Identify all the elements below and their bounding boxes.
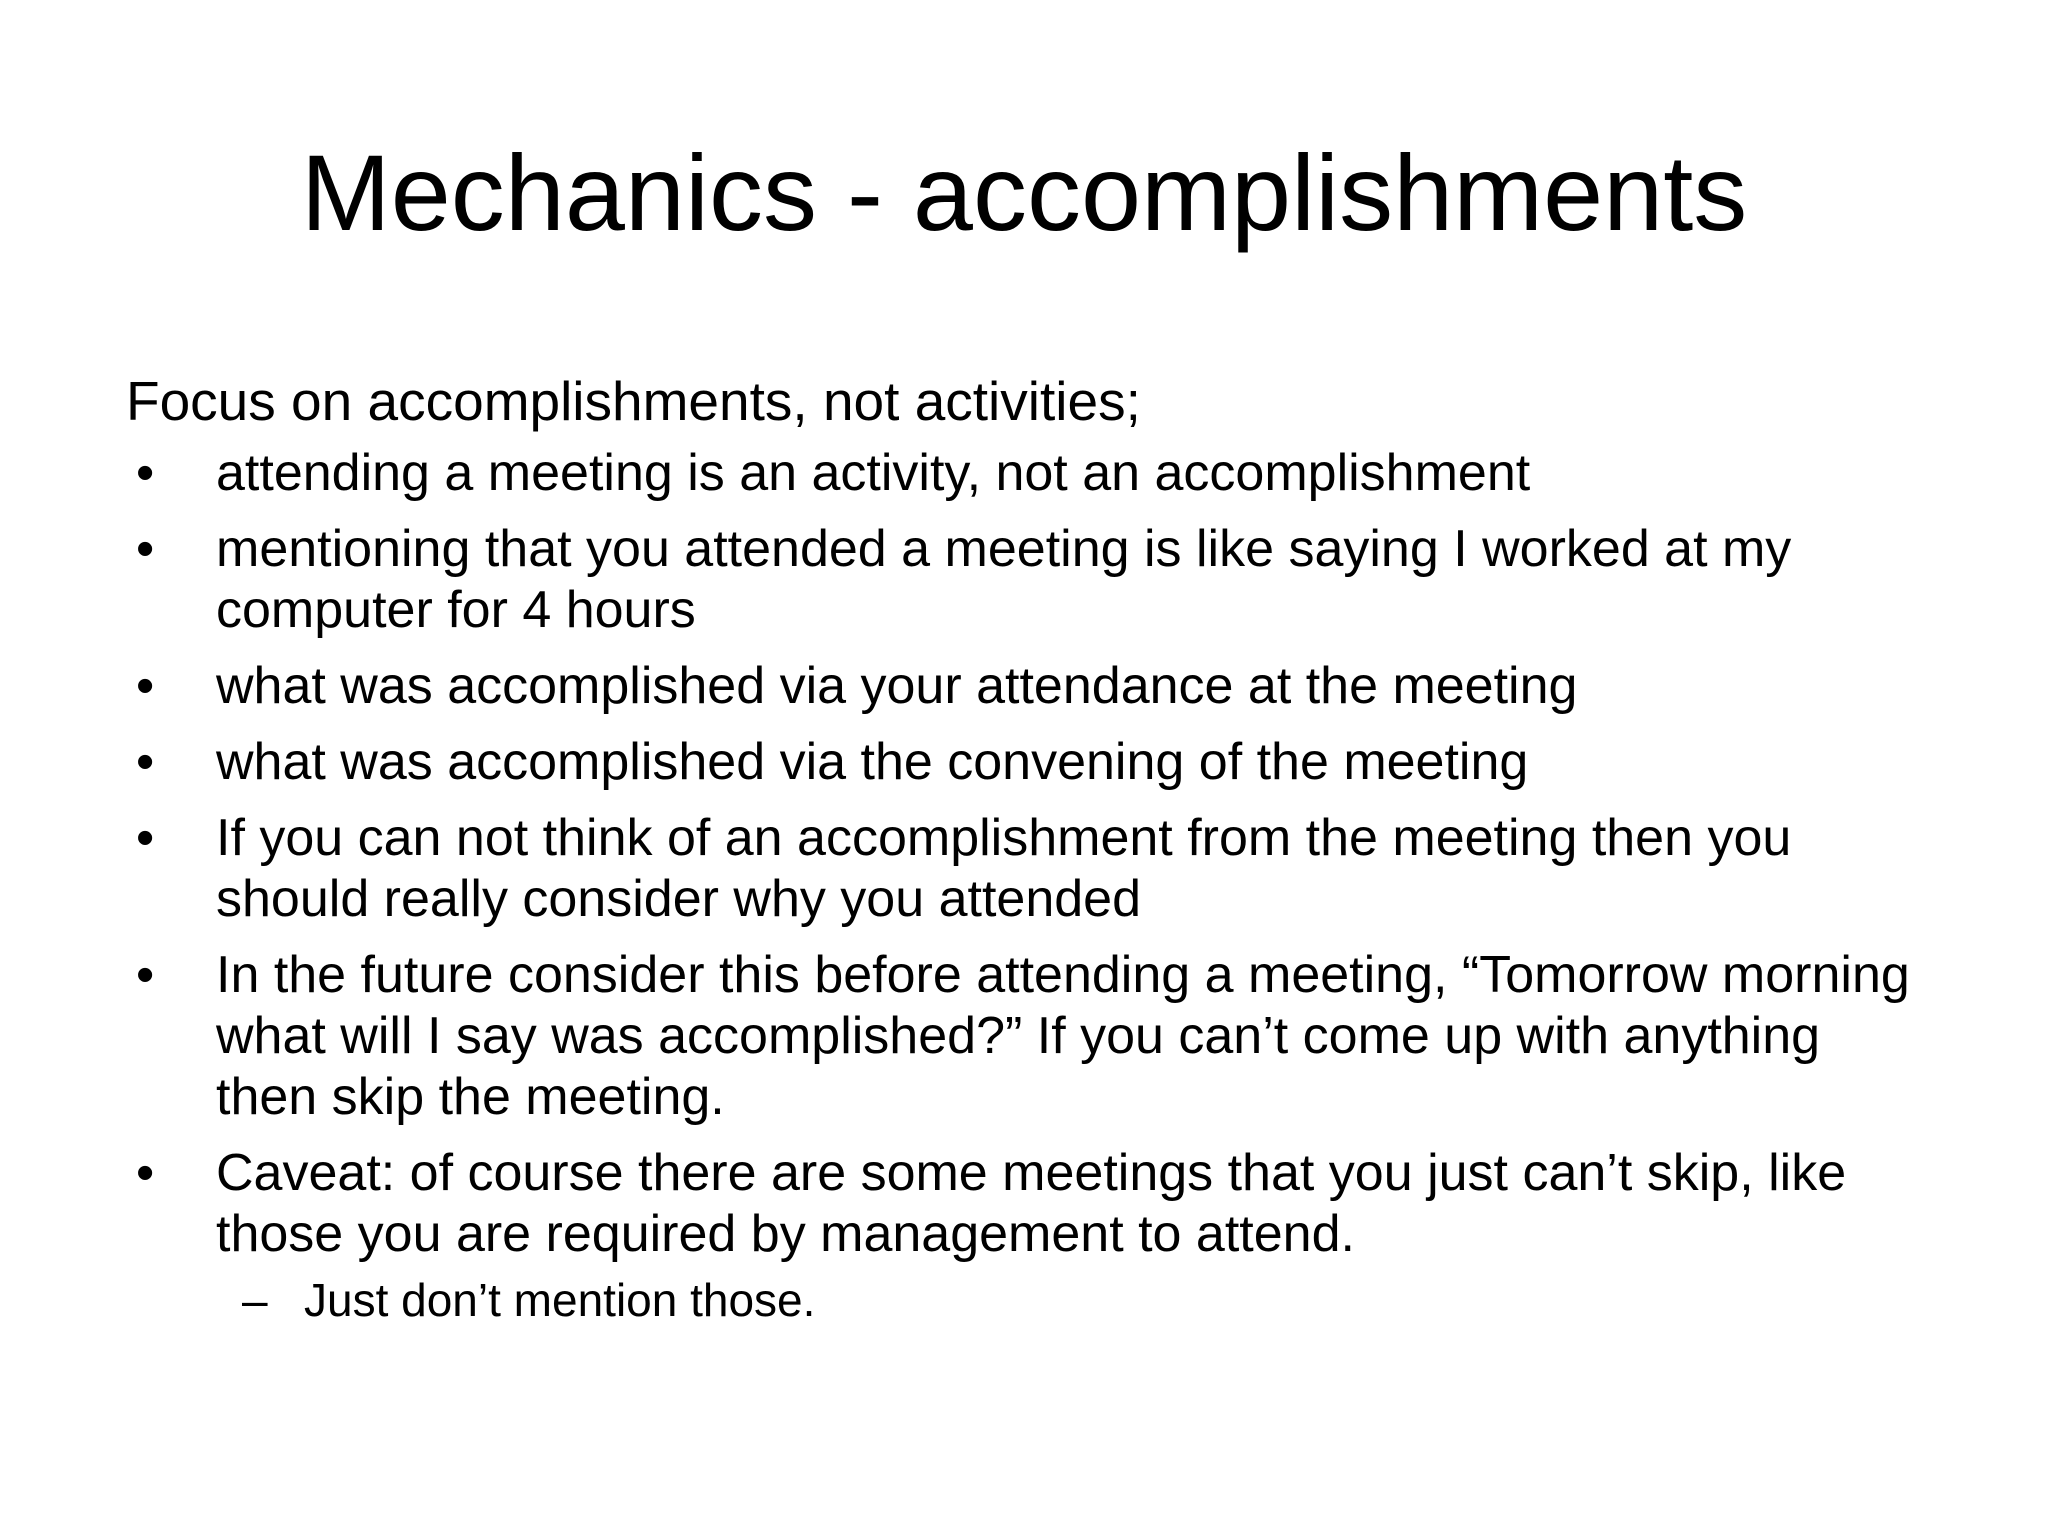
bullet-text: what was accomplished via your attendance at the meeting [216, 657, 1578, 715]
bullet-dot-icon: • [136, 1144, 155, 1202]
bullet-text: mentioning that you attended a meeting is like saying I worked at my computer for 4 hours [216, 520, 1792, 639]
bullet-text: Caveat: of course there are some meetings that you just can’t skip, like those you are required by management to attend. [216, 1144, 1847, 1263]
bullet-item [126, 1143, 1926, 1265]
bullet-dot-icon: • [136, 809, 155, 867]
bullet-text: attending a meeting is an activity, not an accomplishment [216, 444, 1531, 502]
bullet-item [126, 656, 1926, 717]
bullet-item [126, 443, 1926, 504]
bullet-text: If you can not think of an accomplishment from the meeting then you should really consider why you attended [216, 809, 1792, 928]
dash-icon: – [242, 1274, 268, 1326]
slide-title: Mechanics - accomplishments [300, 132, 1748, 253]
intro-text: Focus on accomplishments, not activities; [126, 370, 1141, 432]
slide-body [126, 368, 1926, 1328]
bullet-dot-icon: • [136, 946, 155, 1004]
bullet-item [126, 945, 1926, 1128]
bullet-text: In the future consider this before attending a meeting, “Tomorrow morning what will I say was accomplished?” If you can’t come up with anything then skip the meeting. [216, 946, 1910, 1126]
bullet-dot-icon: • [136, 657, 155, 715]
bullet-text: what was accomplished via the convening of the meeting [216, 733, 1529, 791]
sub-bullet-item [126, 1272, 1926, 1328]
bullet-dot-icon: • [136, 520, 155, 578]
bullet-item [126, 732, 1926, 793]
sub-bullet-list [126, 1272, 1926, 1328]
bullet-item [126, 519, 1926, 641]
bullet-dot-icon: • [136, 733, 155, 791]
bullet-item [126, 808, 1926, 930]
bullet-list [126, 443, 1926, 1265]
sub-bullet-text: Just don’t mention those. [304, 1274, 816, 1326]
bullet-dot-icon: • [136, 444, 155, 502]
